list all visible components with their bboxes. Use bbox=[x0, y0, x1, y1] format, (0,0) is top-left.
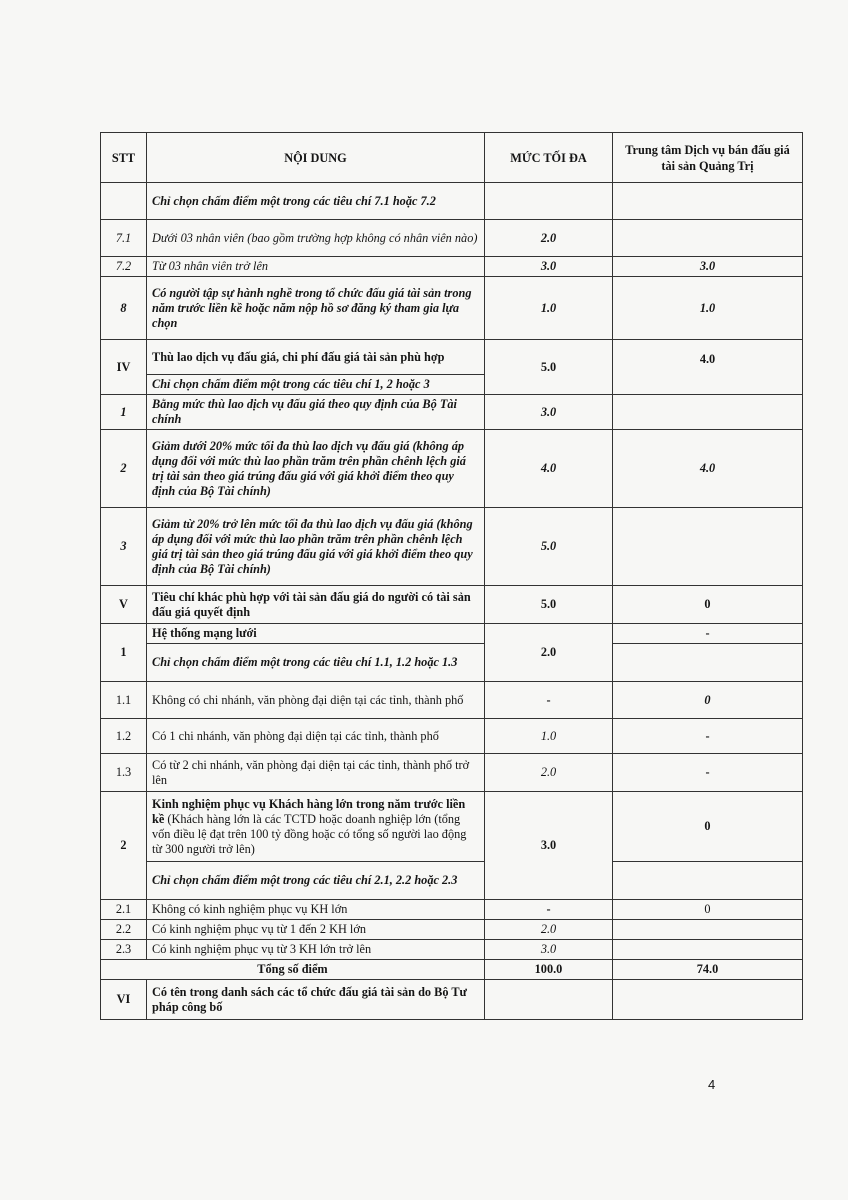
row-content-sub: Chỉ chọn chấm điểm một trong các tiêu chí 2.1, 2.2 hoặc 2.3 bbox=[147, 862, 485, 900]
header-content: NỘI DUNG bbox=[147, 133, 485, 183]
table-row bbox=[101, 719, 803, 754]
row-max: 3.0 bbox=[485, 940, 613, 960]
row-content: Không có chi nhánh, văn phòng đại diện tại các tỉnh, thành phố bbox=[147, 682, 485, 719]
row-max: 1.0 bbox=[485, 719, 613, 754]
header-max: MỨC TỐI ĐA bbox=[485, 133, 613, 183]
table-row bbox=[101, 183, 803, 220]
row-score: 0 bbox=[613, 682, 803, 719]
table-row bbox=[101, 340, 803, 375]
row-content: Giảm dưới 20% mức tối đa thù lao dịch vụ đấu giá (không áp dụng đối với mức thù lao phần trăm trên phần chênh lệch giá trị tài sản theo giá trúng đấu giá với giá khởi điểm theo quy định của Bộ Tài chính) bbox=[147, 430, 485, 508]
row-stt: 2.3 bbox=[101, 940, 147, 960]
row-stt: V bbox=[101, 586, 147, 624]
row-content-rest: (Khách hàng lớn là các TCTD hoặc doanh nghiệp lớn (tổng vốn điều lệ đạt trên 100 tỷ đồng hoặc có tổng số người lao động từ 300 người trở lên) bbox=[152, 811, 467, 856]
row-stt: 1.1 bbox=[101, 682, 147, 719]
row-score: 4.0 bbox=[613, 430, 803, 508]
total-label: Tổng số điểm bbox=[101, 960, 485, 980]
scoring-table bbox=[100, 132, 803, 1020]
row-content: Chỉ chọn chấm điểm một trong các tiêu chí 7.1 hoặc 7.2 bbox=[147, 183, 485, 220]
row-score bbox=[613, 920, 803, 940]
table-row bbox=[101, 624, 803, 644]
total-score: 74.0 bbox=[613, 960, 803, 980]
row-content: Từ 03 nhân viên trở lên bbox=[147, 257, 485, 277]
table-row bbox=[101, 862, 803, 900]
row-score bbox=[613, 508, 803, 586]
total-row bbox=[101, 960, 803, 980]
row-score bbox=[613, 220, 803, 257]
row-content: Tiêu chí khác phù hợp với tài sản đấu giá do người có tài sản đấu giá quyết định bbox=[147, 586, 485, 624]
table-row bbox=[101, 940, 803, 960]
row-content: Hệ thống mạng lưới bbox=[147, 624, 485, 644]
row-stt: 1.2 bbox=[101, 719, 147, 754]
table-row bbox=[101, 900, 803, 920]
row-content: Có 1 chi nhánh, văn phòng đại diện tại các tỉnh, thành phố bbox=[147, 719, 485, 754]
row-score bbox=[613, 940, 803, 960]
row-max: 2.0 bbox=[485, 624, 613, 682]
row-max: - bbox=[485, 900, 613, 920]
row-score: - bbox=[613, 624, 803, 644]
row-max: 3.0 bbox=[485, 792, 613, 900]
table-row bbox=[101, 644, 803, 682]
table-row bbox=[101, 980, 803, 1020]
row-max: 1.0 bbox=[485, 277, 613, 340]
row-stt: 1 bbox=[101, 624, 147, 682]
row-content: Có từ 2 chi nhánh, văn phòng đại diện tại các tỉnh, thành phố trở lên bbox=[147, 754, 485, 792]
table-row bbox=[101, 920, 803, 940]
row-stt: IV bbox=[101, 340, 147, 395]
row-score bbox=[613, 395, 803, 430]
page-number: 4 bbox=[708, 1077, 716, 1092]
row-stt bbox=[101, 183, 147, 220]
row-max: 2.0 bbox=[485, 754, 613, 792]
row-score: - bbox=[613, 719, 803, 754]
header-center: Trung tâm Dịch vụ bán đấu giá tài sản Quảng Trị bbox=[613, 133, 803, 183]
row-max: 2.0 bbox=[485, 920, 613, 940]
row-stt: 7.1 bbox=[101, 220, 147, 257]
row-max-empty bbox=[485, 980, 613, 1020]
row-content: Dưới 03 nhân viên (bao gồm trường hợp không có nhân viên nào) bbox=[147, 220, 485, 257]
row-stt: 2.1 bbox=[101, 900, 147, 920]
row-content: Có kinh nghiệm phục vụ từ 1 đến 2 KH lớn bbox=[147, 920, 485, 940]
row-content-sub: Chỉ chọn chấm điểm một trong các tiêu chí 1.1, 1.2 hoặc 1.3 bbox=[147, 644, 485, 682]
row-max: 5.0 bbox=[485, 508, 613, 586]
row-score-empty bbox=[613, 862, 803, 900]
row-max: 4.0 bbox=[485, 430, 613, 508]
table-row bbox=[101, 682, 803, 719]
table-row bbox=[101, 754, 803, 792]
total-max: 100.0 bbox=[485, 960, 613, 980]
row-stt: 2 bbox=[101, 792, 147, 900]
row-stt: 1.3 bbox=[101, 754, 147, 792]
row-content: Thù lao dịch vụ đấu giá, chi phí đấu giá tài sản phù hợp bbox=[147, 340, 485, 375]
row-content: Có kinh nghiệm phục vụ từ 3 KH lớn trở lên bbox=[147, 940, 485, 960]
row-stt: 3 bbox=[101, 508, 147, 586]
row-score: 0 bbox=[613, 586, 803, 624]
row-max: 5.0 bbox=[485, 586, 613, 624]
table-row bbox=[101, 277, 803, 340]
row-stt: 8 bbox=[101, 277, 147, 340]
table-row bbox=[101, 430, 803, 508]
table-row bbox=[101, 792, 803, 862]
row-score-empty bbox=[613, 644, 803, 682]
table-row bbox=[101, 508, 803, 586]
row-score: 4.0 bbox=[613, 340, 803, 395]
row-content: Có tên trong danh sách các tổ chức đấu giá tài sản do Bộ Tư pháp công bố bbox=[147, 980, 485, 1020]
row-content bbox=[147, 792, 485, 862]
row-stt: 7.2 bbox=[101, 257, 147, 277]
row-score: 0 bbox=[613, 900, 803, 920]
row-score: 3.0 bbox=[613, 257, 803, 277]
row-content: Bằng mức thù lao dịch vụ đấu giá theo quy định của Bộ Tài chính bbox=[147, 395, 485, 430]
row-max: 3.0 bbox=[485, 257, 613, 277]
row-score: 1.0 bbox=[613, 277, 803, 340]
table-header bbox=[101, 133, 803, 183]
table-row bbox=[101, 395, 803, 430]
row-max: - bbox=[485, 682, 613, 719]
row-max: 3.0 bbox=[485, 395, 613, 430]
row-max: 5.0 bbox=[485, 340, 613, 395]
row-score: 0 bbox=[613, 792, 803, 862]
row-score: - bbox=[613, 754, 803, 792]
row-content: Có người tập sự hành nghề trong tổ chức đấu giá tài sản trong năm trước liền kề hoặc năm nộp hồ sơ đăng ký tham gia lựa chọn bbox=[147, 277, 485, 340]
row-stt: 1 bbox=[101, 395, 147, 430]
row-content: Không có kinh nghiệm phục vụ KH lớn bbox=[147, 900, 485, 920]
row-score-empty bbox=[613, 980, 803, 1020]
row-content: Giảm từ 20% trở lên mức tối đa thù lao dịch vụ đấu giá (không áp dụng đối với mức thù lao phần trăm trên phần chênh lệch giá trị tài sản theo giá trúng đấu giá với giá khởi điểm theo quy định của Bộ Tài chính) bbox=[147, 508, 485, 586]
row-max: 2.0 bbox=[485, 220, 613, 257]
table-row bbox=[101, 220, 803, 257]
row-stt: 2.2 bbox=[101, 920, 147, 940]
row-content: Chỉ chọn chấm điểm một trong các tiêu chí 1, 2 hoặc 3 bbox=[147, 375, 485, 395]
row-stt: 2 bbox=[101, 430, 147, 508]
header-stt: STT bbox=[101, 133, 147, 183]
row-stt: VI bbox=[101, 980, 147, 1020]
row-content-bold: Kinh nghiệm phục vụ Khách hàng lớn trong năm trước liền kề bbox=[152, 796, 466, 826]
row-score bbox=[613, 183, 803, 220]
table-row bbox=[101, 586, 803, 624]
row-max bbox=[485, 183, 613, 220]
table-row bbox=[101, 257, 803, 277]
